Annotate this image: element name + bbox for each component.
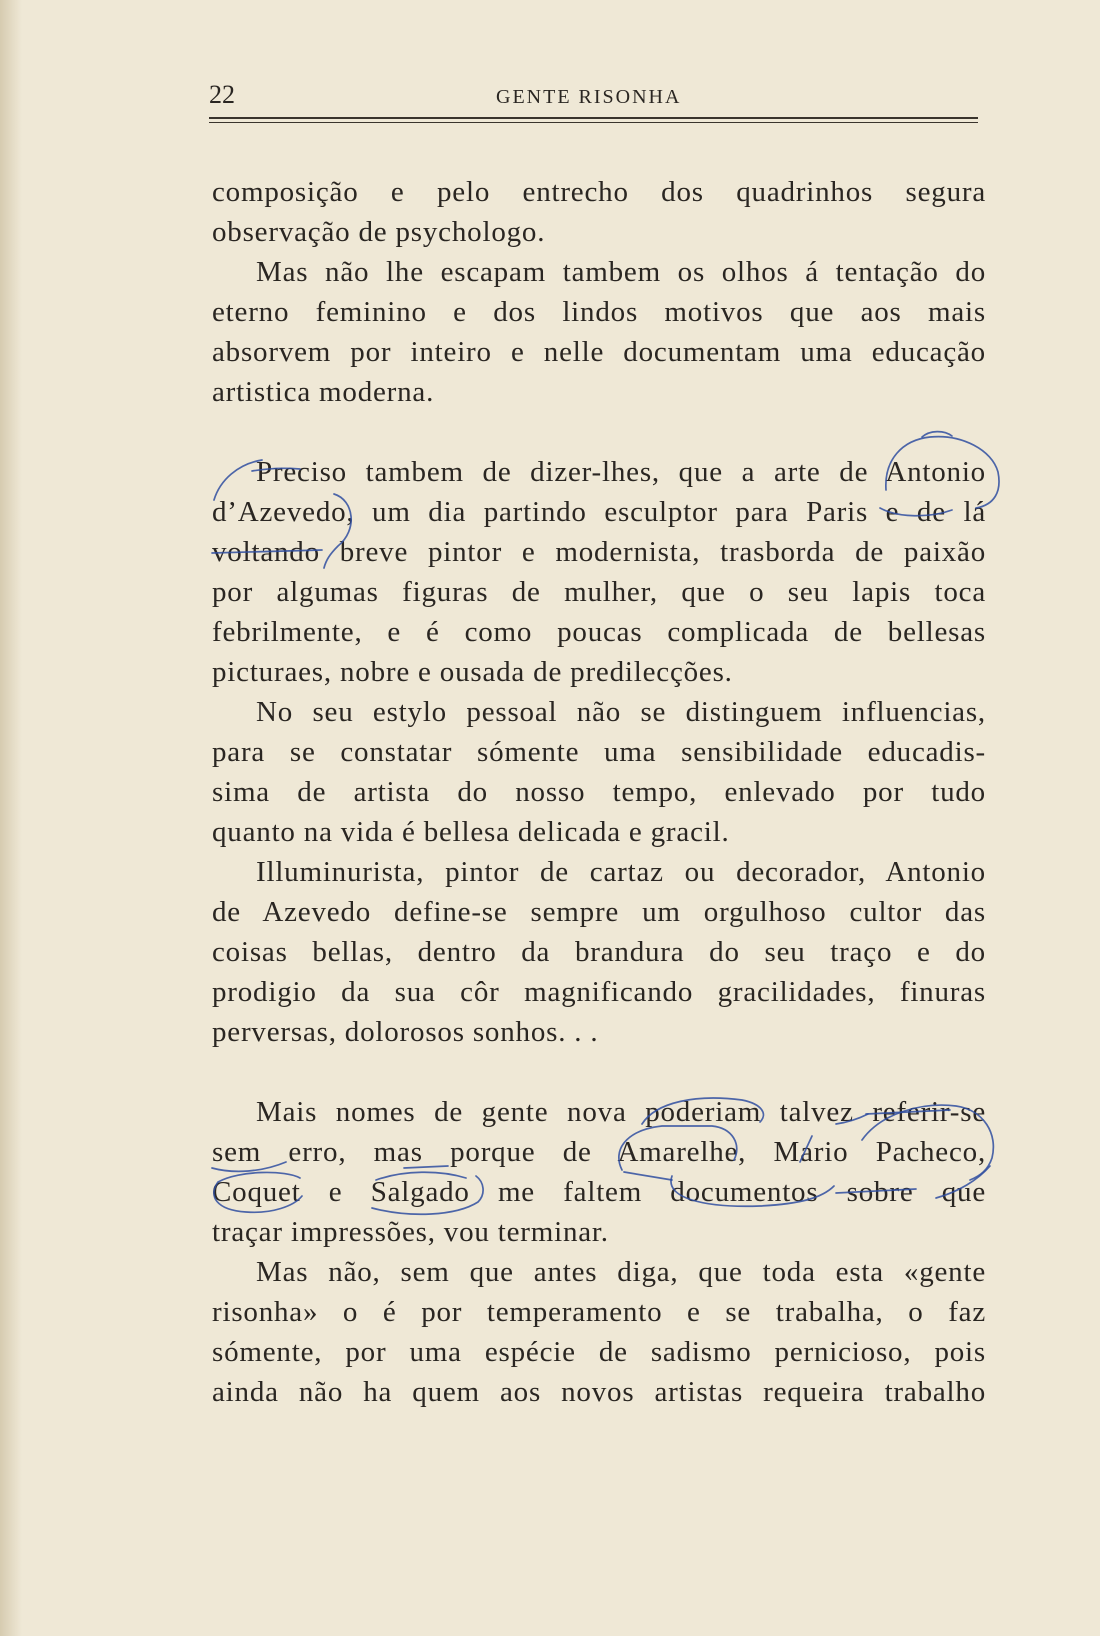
text-line: picturaes, nobre e ousada de predilecções.: [212, 656, 733, 688]
running-title: GENTE RISONHA: [496, 86, 682, 108]
text-line: sómente, por uma espécie de sadismo pernicioso, pois: [212, 1336, 986, 1368]
text-line: Illuminurista, pintor de cartaz ou decorador, Antonio: [256, 856, 986, 888]
text-line: voltando breve pintor e modernista, trasborda de paixão: [212, 536, 986, 568]
text-line: No seu estylo pessoal não se distinguem influencias,: [256, 696, 986, 728]
text-line: d’Azevedo, um dia partindo esculptor para Paris e de lá: [212, 496, 986, 528]
section-break: [212, 412, 986, 452]
text-line: perversas, dolorosos sonhos. . .: [212, 1016, 599, 1048]
text-line: Mais nomes de gente nova poderiam talvez referir-se: [256, 1096, 986, 1128]
page-edge-shadow: [0, 0, 22, 1636]
text-line: prodigio da sua côr magnificando gracilidades, finuras: [212, 976, 986, 1008]
text-line: para se constatar sómente uma sensibilidade educadis-: [212, 736, 986, 768]
paragraph: [212, 452, 986, 692]
text-line: Mas não lhe escapam tambem os olhos á tentação do: [256, 256, 986, 288]
text-line: sem erro, mas porque de Amarelhe, Mario Pacheco,: [212, 1136, 986, 1168]
text-line: absorvem por inteiro e nelle documentam uma educação: [212, 336, 986, 368]
paragraph: [212, 172, 986, 252]
body-text: [212, 172, 986, 1412]
paragraph: [212, 692, 986, 852]
text-line: coisas bellas, dentro da brandura do seu traço e do: [212, 936, 986, 968]
text-line: por algumas figuras de mulher, que o seu lapis toca: [212, 576, 986, 608]
section-break: [212, 1052, 986, 1092]
page-number: 22: [209, 80, 235, 109]
text-line: sima de artista do nosso tempo, enlevado por tudo: [212, 776, 986, 808]
text-line: composição e pelo entrecho dos quadrinhos segura: [212, 176, 986, 208]
text-line: observação de psychologo.: [212, 216, 546, 248]
paragraph: [212, 1252, 986, 1412]
header-double-rule: [209, 117, 978, 123]
paragraph: [212, 252, 986, 412]
paragraph: [212, 852, 986, 1052]
text-line: traçar impressões, vou terminar.: [212, 1216, 609, 1248]
text-line: ainda não ha quem aos novos artistas requeira trabalho: [212, 1376, 986, 1408]
text-line: febrilmente, e é como poucas complicada de bellesas: [212, 616, 986, 648]
paragraph: [212, 1092, 986, 1252]
text-line: eterno feminino e dos lindos motivos que aos mais: [212, 296, 986, 328]
text-line: quanto na vida é bellesa delicada e gracil.: [212, 816, 730, 848]
text-line: Mas não, sem que antes diga, que toda esta «gente: [256, 1256, 986, 1288]
text-line: de Azevedo define-se sempre um orgulhoso cultor das: [212, 896, 986, 928]
text-line: risonha» o é por temperamento e se trabalha, o faz: [212, 1296, 986, 1328]
text-line: artistica moderna.: [212, 376, 435, 408]
text-line: Coquet e Salgado me faltem documentos sobre que: [212, 1176, 986, 1208]
text-line: Preciso tambem de dizer-lhes, que a arte de Antonio: [256, 456, 986, 488]
